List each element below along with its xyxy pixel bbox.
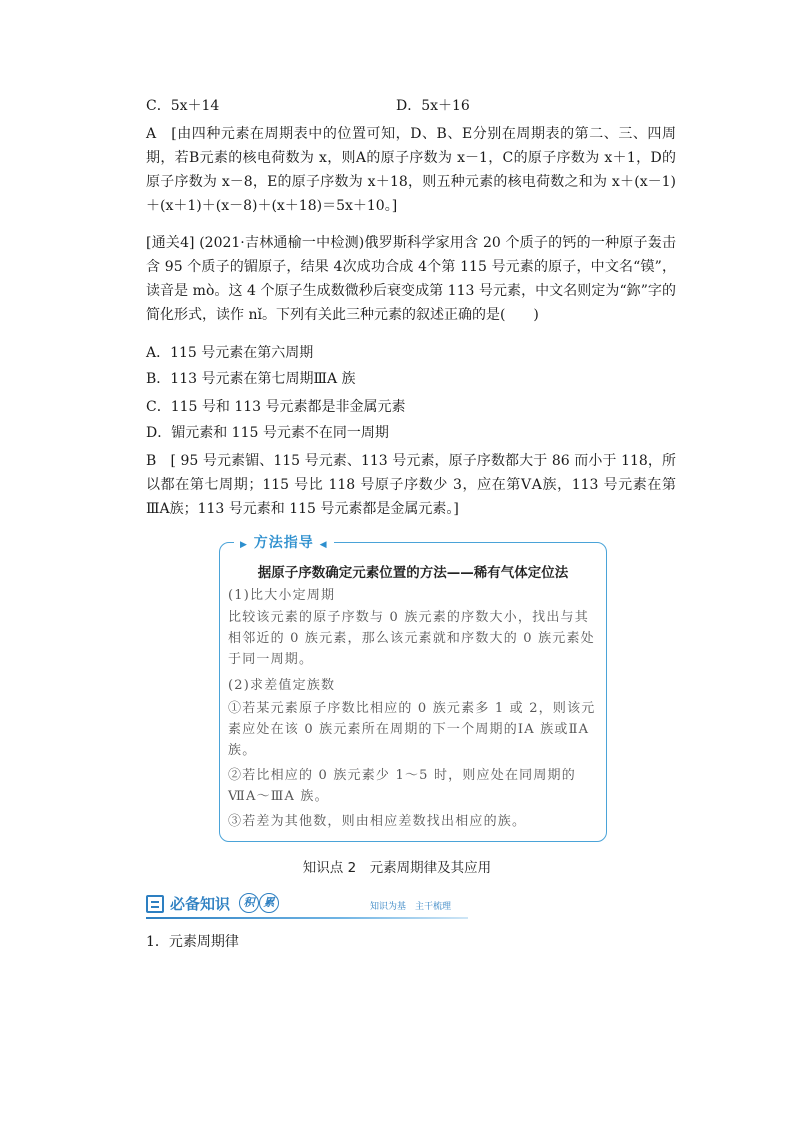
- method-step-1-body: 比较该元素的原子序数与 0 族元素的序数大小，找出与其相邻近的 0 族元素，那么该元素就和序数大的 0 族元素处于同一周期。: [228, 610, 595, 667]
- section-header-title: 必备知识: [170, 895, 231, 913]
- question-4-option-b: B．113 号元素在第七周期ⅢA 族: [146, 371, 356, 387]
- method-guide-box: [219, 535, 607, 842]
- method-rule-2: ②若比相应的 0 族元素少 1～5 时，则应处在同周期的ⅦA～ⅢA 族。: [228, 768, 576, 804]
- section-header-banner: [146, 893, 468, 919]
- section-header-subtitle: 知识为基 主干梳理: [370, 902, 452, 912]
- list-icon: [146, 895, 164, 913]
- method-guide-label: 方法指导: [253, 535, 314, 551]
- method-title: 据原子序数确定元素位置的方法——稀有气体定位法: [257, 565, 569, 581]
- badge-lei: 累: [259, 893, 279, 913]
- answer-explanation-1: A [由四种元素在周期表中的位置可知，D、B、E分别在周期表的第二、三、四周期，若B元素的核电荷数为 x，则A的原子序数为 x－1，C的原子序数为 x＋1，D的原子序数为 x－8，E的原子序数为 x＋18，则五种元素的核电荷数之和为 x＋(x－1)＋(x＋1)＋(x－8)＋(x＋18)＝5x＋10。]: [146, 126, 676, 214]
- question-4-answer: B [ 95 号元素镅、115 号元素、113 号元素，原子序数都大于 86 而小于 118，所以都在第七周期；115 号比 118 号原子序数少 3，应在第ⅤA族，113 号元素在第ⅢA族；113 号元素和 115 号元素都是金属元素。]: [146, 453, 676, 517]
- method-step-1-title: (1)比大小定周期: [228, 588, 336, 603]
- method-step-2-title: (2)求差值定族数: [228, 678, 336, 693]
- option-c-top: C．5x＋14: [146, 98, 220, 114]
- section-header-underline: [146, 917, 468, 919]
- method-rule-1: ①若某元素原子序数比相应的 0 族元素多 1 或 2，则该元素应处在该 0 族元素所在周期的下一个周期的ⅠA 族或ⅡA 族。: [228, 701, 596, 758]
- question-4-option-a: A．115 号元素在第六周期: [146, 345, 314, 361]
- question-4-option-d: D．镅元素和 115 号元素不在同一周期: [146, 425, 389, 441]
- triangle-left-icon: ◀: [319, 540, 328, 550]
- section-1-title: 1．元素周期律: [146, 934, 239, 950]
- question-4-stem: [通关4] (2021·吉林通榆一中检测)俄罗斯科学家用含 20 个质子的钙的一种原子轰击含 95 个质子的镅原子，结果 4次成功合成 4个第 115 号元素的原子，中文名“镆”，读音是 mò。这 4 个原子生成数微秒后衰变成第 113 号元素，中文名则定为“鉨”字的简化形式，读作 nǐ。下列有关此三种元素的叙述正确的是( ): [146, 235, 676, 323]
- method-rule-3: ③若差为其他数，则由相应差数找出相应的族。: [228, 814, 527, 829]
- method-guide-tag: [234, 533, 334, 555]
- option-d-top: D．5x＋16: [396, 98, 470, 114]
- triangle-right-icon: ▶: [240, 540, 248, 550]
- badge-ji: 积: [239, 893, 259, 913]
- question-4-option-c: C．115 号和 113 号元素都是非金属元素: [146, 399, 406, 415]
- knowledge-point-title: 知识点 2 元素周期律及其应用: [302, 860, 492, 876]
